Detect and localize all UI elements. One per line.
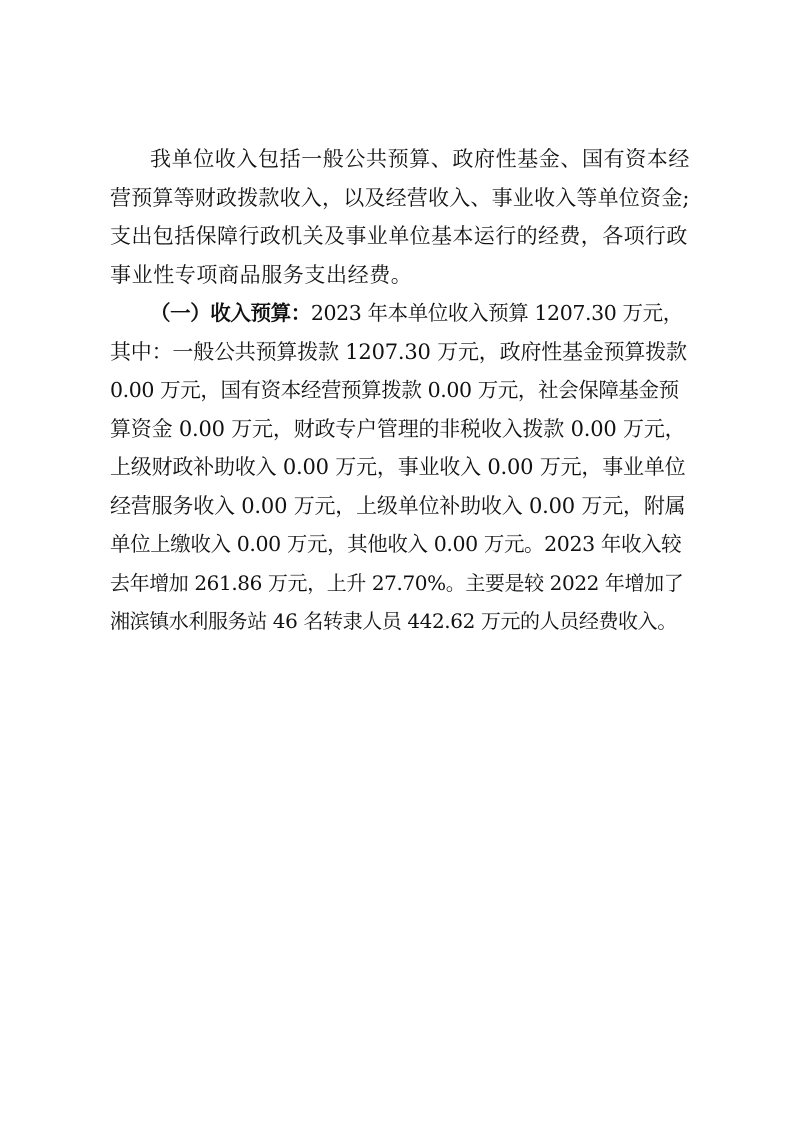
paragraph-income-budget [110,294,690,641]
paragraph-line: 支出包括保障行政机关及事业单位基本运行的经费，各项行政 [110,224,688,248]
paragraph-line: 去年增加 261.86 万元，上升 27.70%。主要是较 2022 年增加了 [110,570,684,595]
paragraph-line: 湘滨镇水利服务站 46 名转隶人员 442.62 万元的人员经费收入。 [110,609,677,633]
paragraph-line: 算资金 0.00 万元，财政专户管理的非税收入拨款 0.00 万元， [110,416,686,441]
paragraph-line: 经营服务收入 0.00 万元，上级单位补助收入 0.00 万元，附属 [110,493,686,518]
document-page [110,140,690,641]
paragraph-line: 0.00 万元，国有资本经营预算拨款 0.00 万元，社会保障基金预 [110,378,679,402]
paragraph-first-line [110,294,690,333]
paragraph-line: 单位上缴收入 0.00 万元，其他收入 0.00 万元。2023 年收入较 [110,532,682,556]
paragraph-line: 2023 年本单位收入预算 1207.30 万元， [310,301,683,325]
section-heading: （一）收入预算： [150,301,311,325]
paragraph-line: 我单位收入包括一般公共预算、政府性基金、国有资本经 [150,147,690,171]
paragraph-income-expense-overview [110,140,690,294]
paragraph-line: 上级财政补助收入 0.00 万元，事业收入 0.00 万元，事业单位 [110,455,686,479]
paragraph-line: 营预算等财政拨款收入，以及经营收入、事业收入等单位资金; [110,185,690,210]
paragraph-line: 事业性专项商品服务支出经费。 [110,262,413,287]
paragraph-line: 其中：一般公共预算拨款 1207.30 万元，政府性基金预算拨款 [110,339,687,364]
